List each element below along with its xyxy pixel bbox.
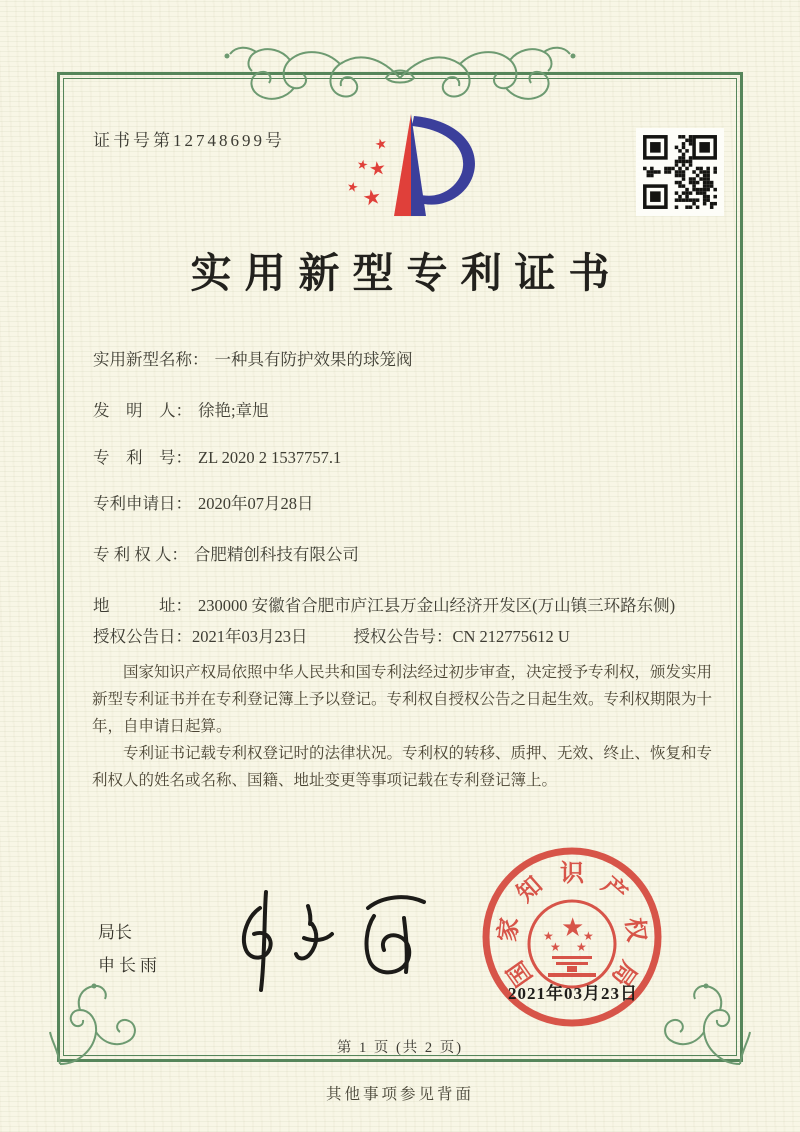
certificate-fields — [93, 348, 715, 649]
certificate-number: 证书号第12748699号 — [93, 131, 285, 150]
field-value: 徐艳;章旭 — [198, 400, 269, 420]
field-label: 专 利 权 人： — [93, 545, 188, 564]
bottom-right-flourish-icon — [656, 980, 752, 1076]
svg-text:知: 知 — [512, 872, 548, 908]
svg-text:局: 局 — [606, 955, 642, 991]
seal-date: 2021年03月23日 — [508, 984, 638, 1003]
field-grant-row — [93, 625, 715, 650]
svg-text:★: ★ — [561, 913, 585, 943]
field-inventor — [93, 399, 715, 424]
svg-text:★: ★ — [360, 184, 384, 211]
top-border-ornament-icon — [190, 38, 610, 110]
field-value: ZL 2020 2 1537757.1 — [198, 447, 342, 467]
certificate-title: 实用新型专利证书 — [190, 250, 623, 296]
grant-date-value: 2021年03月23日 — [192, 626, 308, 646]
svg-text:★: ★ — [576, 940, 587, 954]
svg-text:★: ★ — [543, 929, 554, 943]
commissioner-title: 局长 — [98, 923, 132, 942]
field-label: 实用新型名称： — [93, 350, 209, 369]
field-label: 专 利 号： — [93, 447, 192, 467]
signature-image — [208, 878, 443, 996]
svg-text:权: 权 — [620, 916, 649, 944]
seal-emblem-icon — [529, 901, 615, 987]
qr-code — [636, 128, 724, 216]
svg-text:★: ★ — [583, 929, 594, 943]
field-address — [93, 594, 715, 619]
bottom-left-flourish-icon — [48, 980, 144, 1076]
cnipa-logo-icon — [328, 106, 490, 238]
legal-paragraph-2: 专利证书记载专利权登记时的法律状况。专利权的转移、质押、无效、终止、恢复和专利权人的姓名或名称、国籍、地址变更等事项记载在专利登记簿上。 — [92, 744, 713, 789]
svg-text:★: ★ — [355, 157, 370, 174]
svg-text:★: ★ — [345, 179, 360, 197]
field-value: 2020年07月28日 — [198, 494, 314, 514]
back-side-note: 其他事项参见背面 — [325, 1086, 474, 1103]
field-filing-date — [93, 492, 715, 517]
grant-date-label: 授权公告日： — [93, 626, 192, 646]
svg-text:识: 识 — [560, 861, 584, 887]
field-patentee — [93, 543, 715, 568]
field-label: 专利申请日： — [93, 494, 192, 514]
svg-text:★: ★ — [550, 940, 561, 954]
svg-text:★: ★ — [367, 156, 388, 181]
field-patent-number — [93, 446, 715, 471]
svg-text:家: 家 — [495, 916, 524, 944]
field-label: 地 址： — [93, 595, 192, 615]
legal-paragraph-1: 国家知识产权局依照中华人民共和国专利法经过初步审查，决定授予专利权，颁发实用新型专利证书并在专利登记簿上予以登记。专利权自授权公告之日起生效。专利权期限为十年，自申请日起算。 — [92, 664, 713, 735]
svg-text:国: 国 — [502, 955, 538, 991]
svg-text:产: 产 — [596, 872, 632, 908]
grant-number-value: CN 212775612 U — [452, 626, 570, 646]
page-number: 第 1 页 (共 2 页) — [336, 1040, 464, 1056]
field-value: 230000 安徽省合肥市庐江县万金山经济开发区(万山镇三环路东侧) — [198, 595, 676, 615]
svg-text:★: ★ — [373, 135, 390, 154]
field-value: 一种具有防护效果的球笼阀 — [214, 350, 413, 369]
legal-text — [92, 660, 718, 795]
grant-number-label: 授权公告号： — [353, 626, 453, 646]
field-value: 合肥精创科技有限公司 — [193, 545, 359, 564]
field-label: 发 明 人： — [93, 400, 192, 420]
field-utility-model-name — [93, 348, 715, 373]
commissioner-name: 申长雨 — [98, 956, 161, 975]
